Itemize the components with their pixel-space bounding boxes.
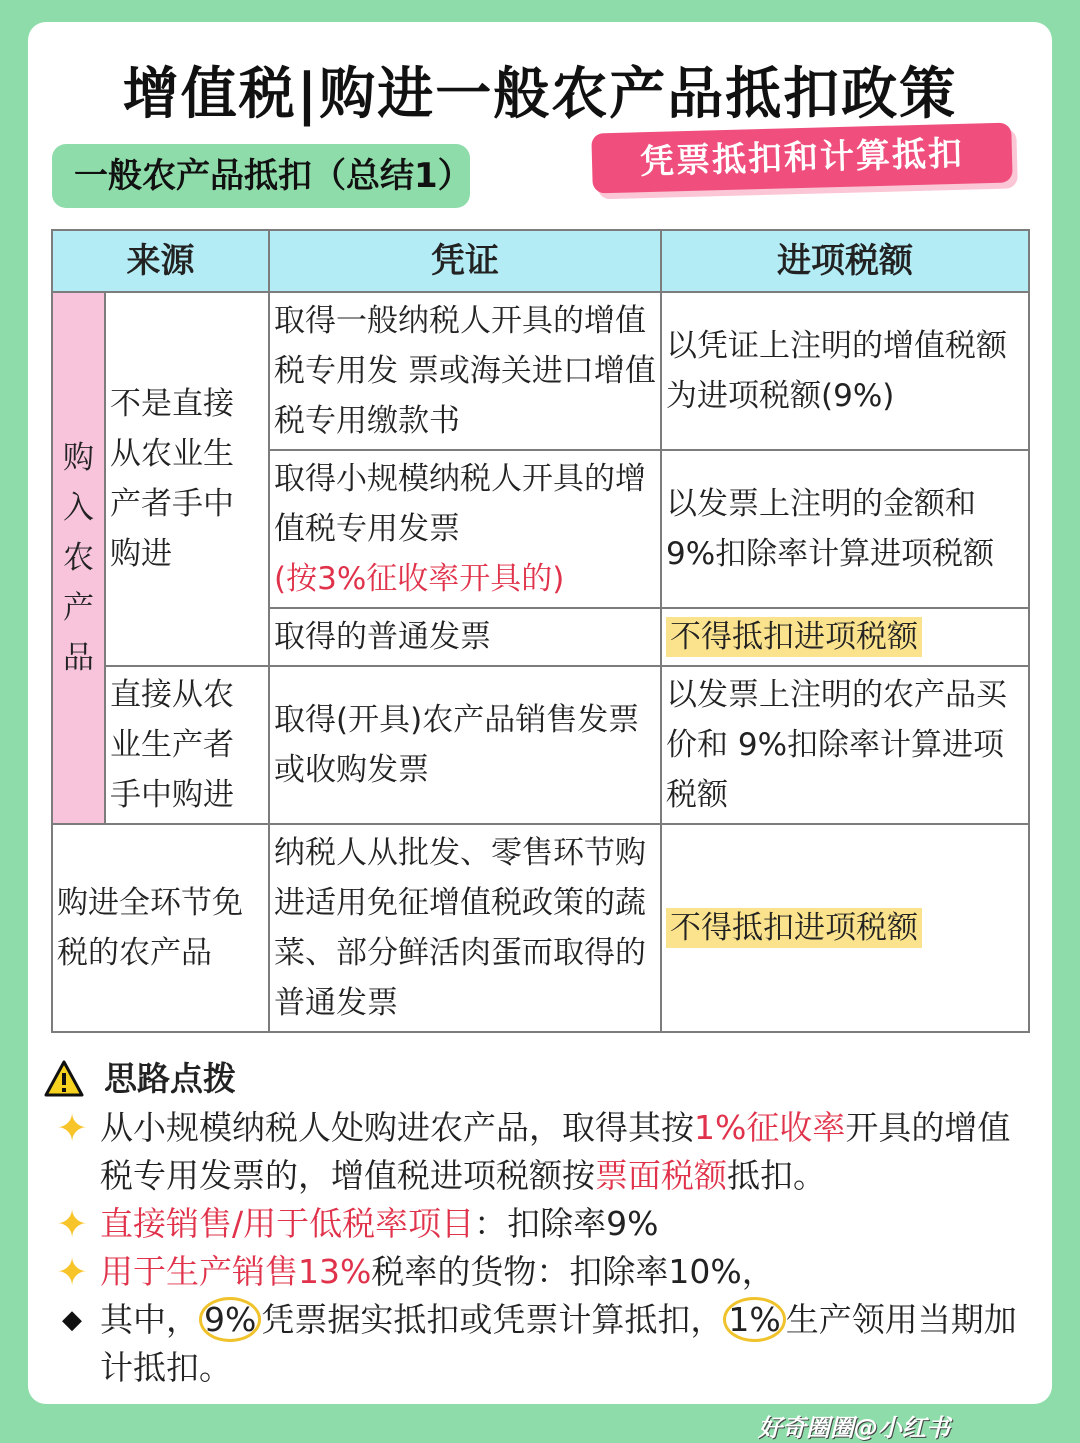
tip-item: ✦ 直接销售/用于低税率项目：扣除率9%: [44, 1200, 1034, 1248]
row2-note: (按3%征收率开具的): [274, 561, 565, 597]
row1-tax: 以凭证上注明的增值税额为进项税额(9%): [661, 292, 1029, 450]
tip-item: ✦ 用于生产销售13%税率的货物：扣除率10%，: [44, 1248, 1034, 1296]
header-voucher: 凭证: [269, 230, 661, 292]
row5-voucher: 纳税人从批发、零售环节购进适用免征增值税政策的蔬菜、部分鲜活肉蛋而取得的普通发票: [269, 824, 661, 1032]
row4-voucher: 取得(开具)农产品销售发票或收购发票: [269, 666, 661, 824]
sparkle-icon: ✦: [56, 1250, 88, 1294]
summary-tag: 一般农产品抵扣（总结1）: [52, 144, 470, 208]
table-header-row: [52, 230, 1029, 292]
header-input-tax: 进项税额: [661, 230, 1029, 292]
tips-section: [44, 1054, 1034, 1392]
table-row: [52, 824, 1029, 1032]
row3-voucher: 取得的普通发票: [269, 608, 661, 666]
warning-icon: [44, 1059, 84, 1099]
table-row: [52, 292, 1029, 450]
watermark: 好奇圈圈@小红书: [758, 1414, 950, 1442]
row3-tax: 不得抵扣进项税额: [661, 608, 1029, 666]
tip-item: ◆ 其中， 9% 凭票据实抵扣或凭票计算抵扣， 1% 生产领用当期加计抵扣。: [44, 1296, 1034, 1392]
sub-source-not-direct: 不是直接从农业生产者手中购进: [105, 292, 269, 666]
tip-item: ✦ 从小规模纳税人处购进农产品，取得其按1%征收率开具的增值税专用发票的，增值税进项税额按票面税额抵扣。: [44, 1104, 1034, 1200]
policy-table: [51, 229, 1030, 1033]
row2-voucher: 取得小规模纳税人开具的增值税专用发票 (按3%征收率开具的): [269, 450, 661, 608]
row5-tax: 不得抵扣进项税额: [661, 824, 1029, 1032]
header-source: 来源: [52, 230, 269, 292]
tips-heading: 思路点拨: [44, 1054, 1034, 1104]
row1-voucher: 取得一般纳税人开具的增值税专用发 票或海关进口增值税专用缴款书: [269, 292, 661, 450]
highlight-tag: 凭票抵扣和计算抵扣: [591, 123, 1012, 194]
row5-source: 购进全环节免税的农产品: [52, 824, 269, 1032]
group-label: 购入农产品: [52, 292, 105, 824]
row4-tax: 以发票上注明的农产品买价和 9%扣除率计算进项税额: [661, 666, 1029, 824]
row2-tax: 以发票上注明的金额和9%扣除率计算进项税额: [661, 450, 1029, 608]
diamond-bullet-icon: ◆: [62, 1305, 82, 1335]
sparkle-icon: ✦: [56, 1202, 88, 1246]
page-title: 增值税|购进一般农产品抵扣政策: [122, 62, 958, 127]
sparkle-icon: ✦: [56, 1106, 88, 1150]
table-row: [52, 666, 1029, 824]
sub-source-direct: 直接从农业生产者手中购进: [105, 666, 269, 824]
